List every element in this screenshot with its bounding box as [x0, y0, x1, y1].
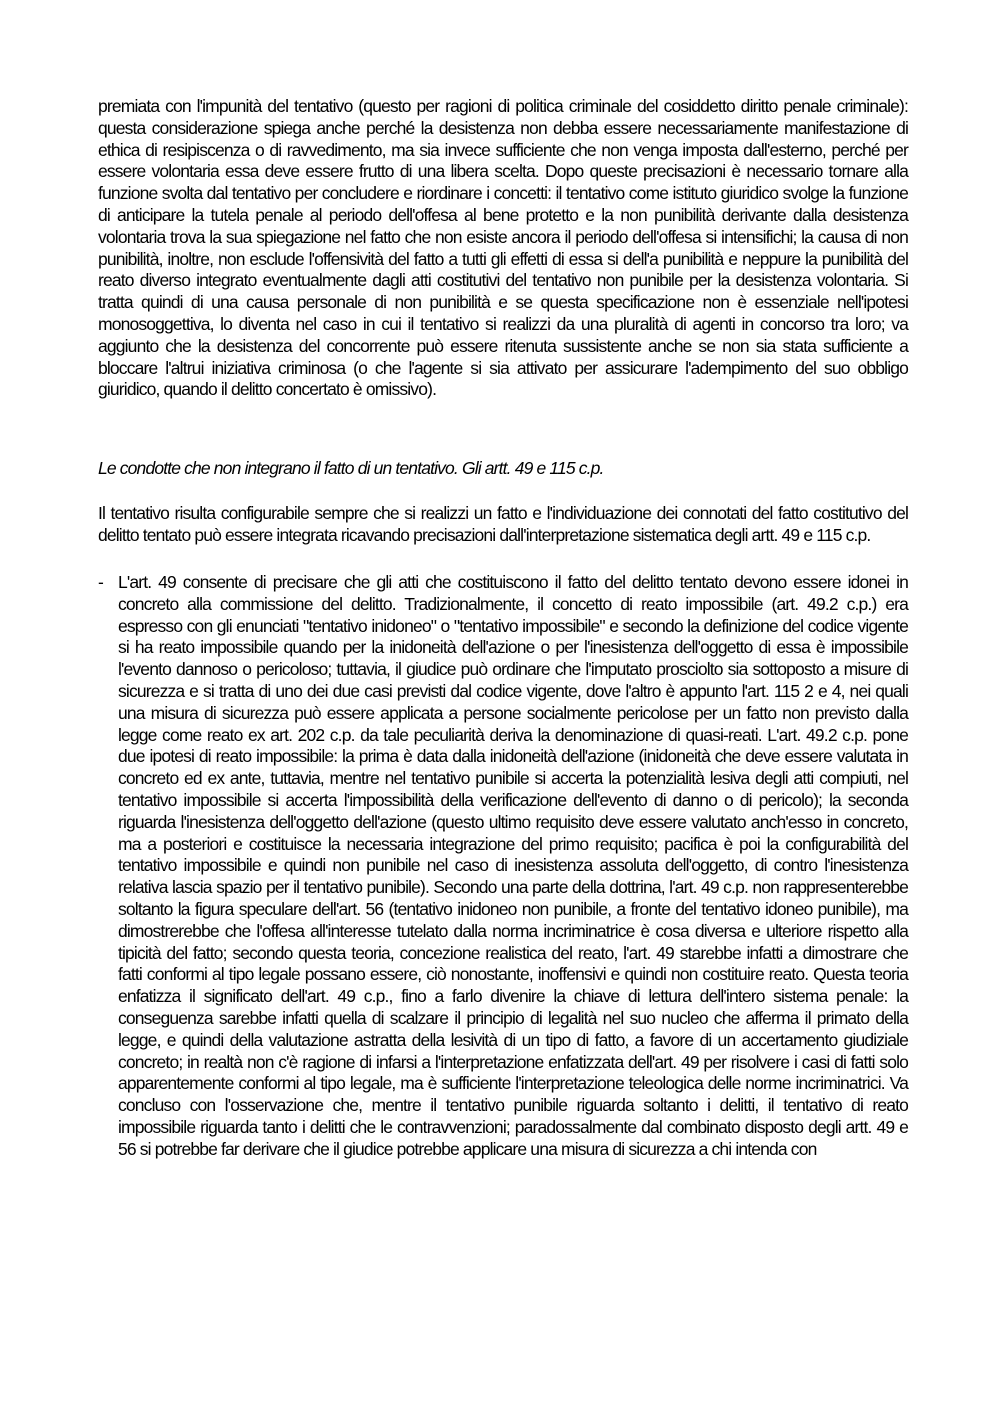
section-heading-italic: Le condotte che non integrano il fatto di un tentativo. Gli artt. 49 e 115 c.p.: [98, 458, 604, 478]
list-item-text: L'art. 49 consente di precisare che gli atti che costituiscono il fatto del delitto tentato devono essere idonei in concreto alla commissione del delitto. Tradizionalmente, il concetto di reato impossibile (art. 49.2 c.p.) era espresso con gli enunciati "tentativo inidoneo" o "tentativo impossibile" e secondo la definizione del codice vigente si ha reato impossibile quando per la inidoneità dell'azione o per l'inesistenza dell'oggetto di essa è impossibile l'evento dannoso o pericoloso; tuttavia, il giudice può ordinare che l'imputato prosciolto sia sottoposto a misure di sicurezza e si tratta di uno dei due casi previsti dal codice vigente, dove l'altro è appunto l'art. 115 2 e 4, nei quali una misura di sicurezza può essere applicata a persone socialmente pericolose per un fatto non previsto dalla legge come reato ex art. 202 c.p. da tale peculiarità deriva la denominazione di quasi-reati. L'art. 49.2 c.p. pone due ipotesi di reato impossibile: la prima è data dalla inidoneità dell'azione (inidoneità che deve essere valutata in concreto ed ex ante, tuttavia, mentre nel tentativo punibile si accerta la potenzialità lesiva degli atti compiuti, nel tentativo impossibile si accerta l'impossibilità della verificazione dell'evento di danno o di pericolo); la seconda riguarda l'inesistenza dell'oggetto dell'azione (questo ultimo requisito deve essere valutato anch'esso in concreto, ma a posteriori e costituisce la necessaria integrazione del primo requisito; pacifica è poi la configurabilità del tentativo impossibile e quindi non punibile nel caso di inesistenza assoluta dell'oggetto, di contro l'inesistenza relativa lascia spazio per il tentativo punibile). Secondo una parte della dottrina, l'art. 49 c.p. non rappresenterebbe soltanto la figura speculare dell'art. 56 (tentativo inidoneo non punibile, a fronte del tentativo idoneo punibile), ma dimostrerebbe che l'offesa all'interesse tutelato dalla norma incriminatrice è cosa diversa e ulteriore rispetto alla tipicità del fatto; secondo questa teoria, concezione realistica del reato, l'art. 49 starebbe infatti a dimostrare che fatti conformi al tipo legale possano essere, ciò nonostante, inoffensivi e quindi non costituire reato. Questa teoria enfatizza il significato dell'art. 49 c.p., fino a farlo divenire la chiave di lettura dell'intero sistema penale: la conseguenza sarebbe infatti quella di scalzare il principio di legalità nel suo nucleo che afferma il primato della legge, e quindi della valutazione astratta della lesività di un tipo di fatto, a favore di un accertamento giudiziale concreto; in realtà non c'è ragione di infarsi a l'interpretazione enfatizzata dell'art. 49 per risolvere i casi di fatti solo apparentemente conformi al tipo legale, ma è sufficiente l'interpretazione teleologica delle norme incriminatrici. Va concluso con l'osservazione che, mentre il tentativo punibile riguarda soltanto i delitti, il tentativo di reato impossibile riguarda tanto i delitti che le contravvenzioni; paradossalmente dal combinato disposto degli artt. 49 e 56 si potrebbe far derivare che il giudice potrebbe applicare una misura di sicurezza a chi intenda con: [118, 572, 908, 1159]
list-item: [98, 572, 908, 1161]
list-bullet: -: [98, 572, 104, 592]
body-paragraph: premiata con l'impunità del tentativo (questo per ragioni di politica criminale del cosiddetto diritto penale criminale): questa considerazione spiega anche perché la desistenza non debba essere necessariamente manifestazione di ethica di resipiscenza o di ravvedimento, ma sia invece sufficiente che non venga imposta dall'esterno, perché per essere volontaria essa deve essere frutto di una libera scelta. Dopo queste precisazioni è necessario tornare alla funzione svolta dal tentativo per concludere e riordinare i concetti: il tentativo come istituto giuridico svolge la funzione di anticipare la tutela penale al periodo dell'offesa al bene protetto e la non punibilità derivante dalla desistenza volontaria trova la sua spiegazione nel fatto che non esiste ancora il periodo dell'offesa si intensifichi; la causa di non punibilità, inoltre, non esclude l'offensività del fatto a tutti gli effetti di essa si dell'a punibilità e neppure la punibilità del reato diverso integrato eventualmente dagli atti costitutivi del tentativo non punibile per la desistenza volontaria. Si tratta quindi di una causa personale di non punibilità e se questa specificazione non è essenziale nell'ipotesi monosoggettiva, lo diventa nel caso in cui il tentativo si realizzi da una pluralità di agenti in concorso tra loro; va aggiunto che la desistenza del concorrente può essere ritenuta sussistente anche se non sia stata sufficiente a bloccare l'altrui iniziativa criminosa (o che l'agente si sia attivato per assicurare l'adempimento del suo obbligo giuridico, quando il delitto concertato è omissivo).: [98, 96, 908, 400]
body-paragraph: Il tentativo risulta configurabile sempre che si realizzi un fatto e l'individuazione dei connotati del fatto costitutivo del delitto tentato può essere integrata ricavando precisazioni dall'interpretazione sistematica degli artt. 49 e 115 c.p.: [98, 503, 908, 545]
